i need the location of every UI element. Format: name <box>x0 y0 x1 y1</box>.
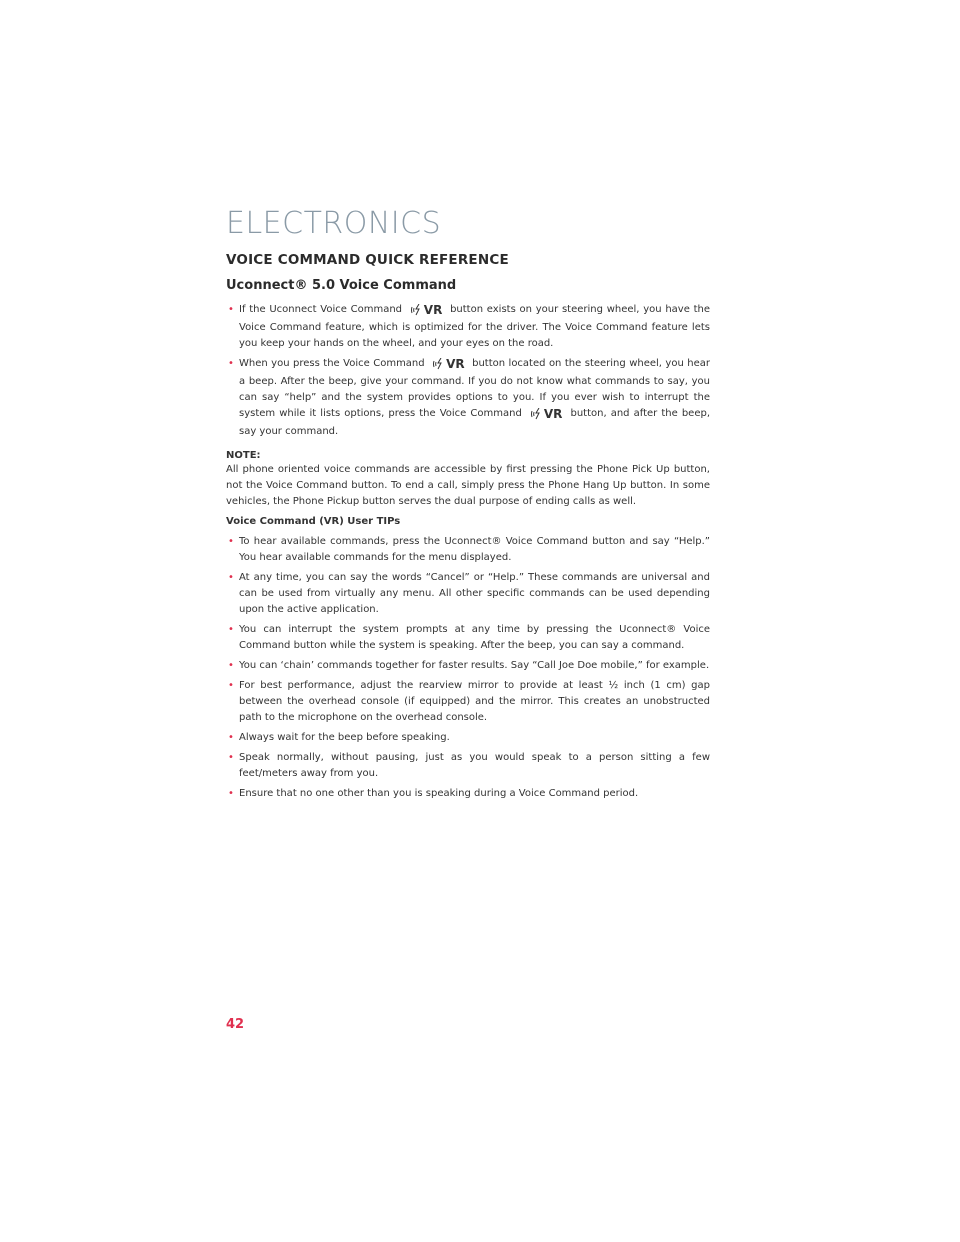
list-item: • If the Uconnect Voice Command VR button exists on your steering wheel, you have the Voice Command feature, which is optimized for the driver. The Voice Command feature lets you keep your hands on the wheel, and your eyes on the road. <box>228 303 711 349</box>
bullet-icon: • <box>228 624 234 635</box>
tips-list <box>226 534 710 802</box>
note-label: NOTE: <box>226 450 261 461</box>
page-number: 42 <box>226 1017 245 1032</box>
list-item: • Speak normally, without pausing, just as you would speak to a person sitting a few feet/meters away from you. <box>228 752 710 779</box>
voice-command-icon: VR <box>432 356 465 374</box>
bullet-icon: • <box>228 572 234 583</box>
bullet-icon: • <box>228 358 234 369</box>
bullet-icon: • <box>228 788 234 799</box>
voice-command-icon: VR <box>530 406 563 424</box>
list-item: • At any time, you can say the words “Cancel” or “Help.” These commands are universal and can be used from virtually any menu. All other specific commands can be used depending upon the active application. <box>228 572 710 615</box>
bullet-icon: • <box>228 660 234 671</box>
section-title: ELECTRONICS <box>226 206 442 241</box>
tips-heading: Voice Command (VR) User TIPs <box>226 516 401 527</box>
bullet-icon: • <box>228 732 234 743</box>
list-item: • Ensure that no one other than you is speaking during a Voice Command period. <box>226 786 710 802</box>
bullet-icon: • <box>228 752 234 763</box>
subheading: Uconnect® 5.0 Voice Command <box>226 278 457 293</box>
intro-list <box>226 302 710 440</box>
bullet-icon: • <box>228 304 234 315</box>
page-heading: VOICE COMMAND QUICK REFERENCE <box>226 252 509 268</box>
bullet-icon: • <box>228 536 234 547</box>
page-content <box>226 252 710 810</box>
note-text: All phone oriented voice commands are accessible by first pressing the Phone Pick Up button, not the Voice Command button. To end a call, simply press the Phone Hang Up button. In some vehicles, the Phone Pickup button serves the dual purpose of ending calls as well. <box>226 464 710 507</box>
list-item: • Always wait for the beep before speaking. <box>226 730 710 746</box>
voice-command-icon: VR <box>410 302 443 320</box>
bullet-icon: • <box>228 680 234 691</box>
list-item: • To hear available commands, press the Uconnect® Voice Command button and say “Help.” You hear available commands for the menu displayed. <box>228 536 710 563</box>
list-item: • For best performance, adjust the rearview mirror to provide at least ½ inch (1 cm) gap between the overhead console (if equipped) and the mirror. This creates an unobstructed path to the microphone on the overhead console. <box>228 680 710 723</box>
list-item: • You can ‘chain’ commands together for faster results. Say “Call Joe Doe mobile,” for example. <box>226 658 710 674</box>
list-item: • You can interrupt the system prompts at any time by pressing the Uconnect® Voice Command button while the system is speaking. After the beep, you can say a command. <box>228 624 710 651</box>
list-item: • When you press the Voice Command VR button located on the steering wheel, you hear a beep. After the beep, give your command. If you do not know what commands to say, you can say “help” and the system provides options to you. If you ever wish to interrupt the system while it lists options, press the Voice Command VR button, and after the beep, say your command. <box>228 357 710 437</box>
